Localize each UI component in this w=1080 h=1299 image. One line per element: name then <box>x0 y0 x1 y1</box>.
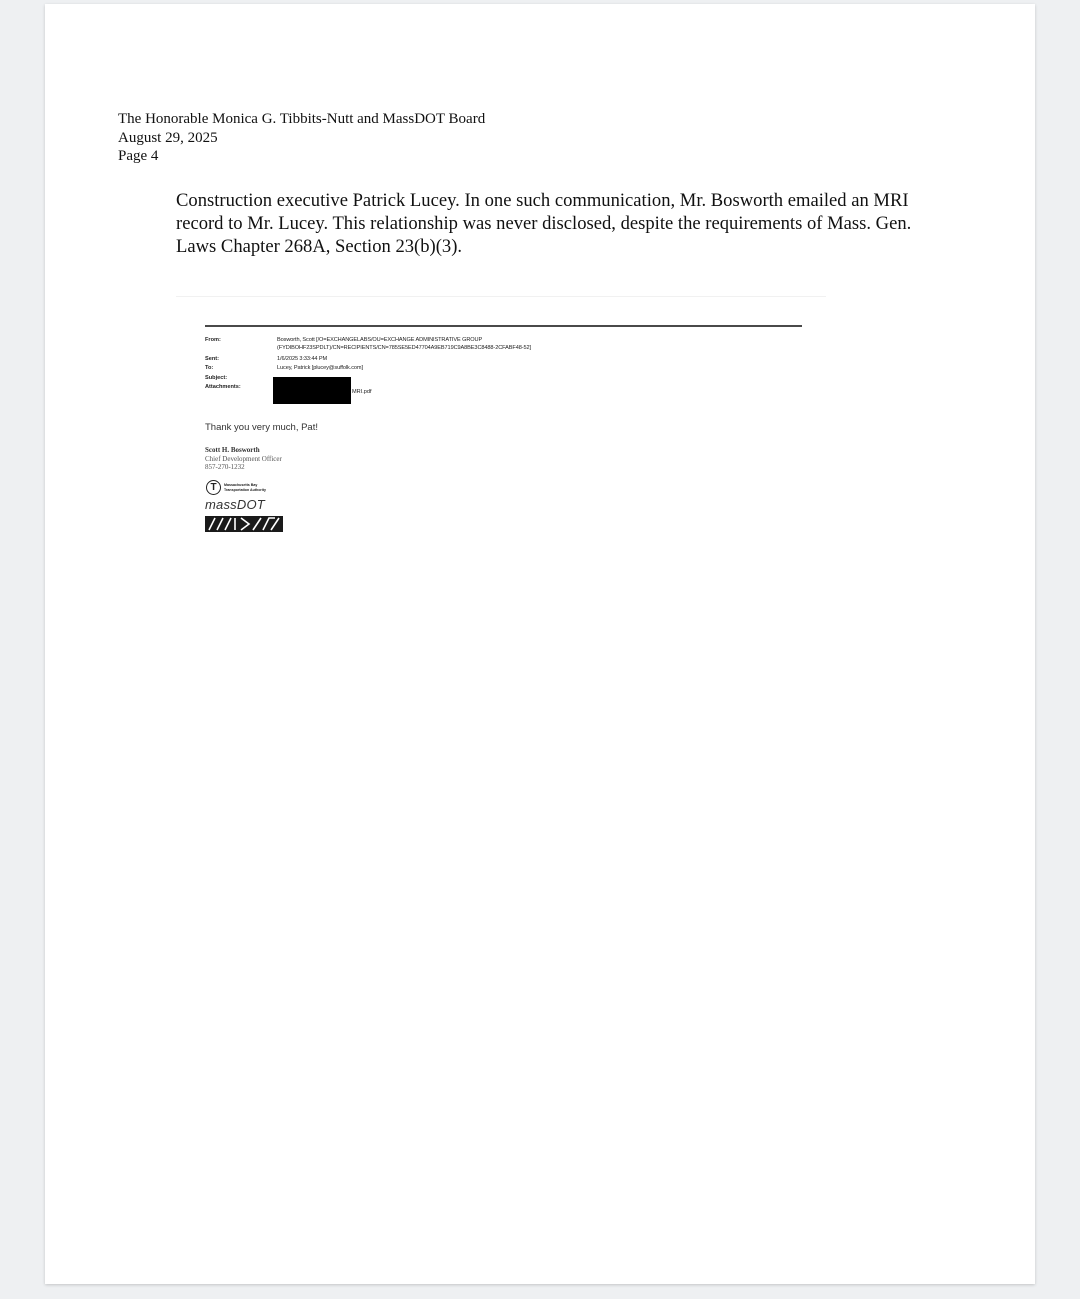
from-label: From: <box>205 337 221 343</box>
from-value-cont: (FYDIBOHF23SPDLT)/CN=RECIPIENTS/CN=785SE5ED47704A9EB719C9A8BE3C8488-2CFABF48-52] <box>277 345 531 351</box>
attachments-label: Attachments: <box>205 384 241 390</box>
signature-phone: 857-270-1232 <box>205 463 245 471</box>
email-header-rule <box>205 325 802 327</box>
mbta-line1: Massachusetts Bay <box>224 483 258 488</box>
body-line: record to Mr. Lucey. This relationship was never disclosed, despite the requirements of Mass. Gen. <box>176 213 912 234</box>
sent-value: 1/6/2025 3:33:44 PM <box>277 356 328 362</box>
redaction-box <box>273 377 351 404</box>
mbta-line2: Transportation Authority <box>224 487 266 492</box>
massdot-logo-text: massDOT <box>205 497 265 512</box>
letter-date: August 29, 2025 <box>118 129 218 146</box>
divider <box>176 296 826 297</box>
from-value: Bosworth, Scott [/O=EXCHANGELABS/OU=EXCHANGE ADMINISTRATIVE GROUP <box>277 337 483 343</box>
mbta-t-icon: T <box>206 480 221 495</box>
body-line: Laws Chapter 268A, Section 23(b)(3). <box>176 236 463 257</box>
mbta-logo-text <box>224 483 266 491</box>
body-paragraph <box>176 189 966 258</box>
sent-label: Sent: <box>205 356 219 362</box>
to-label: To: <box>205 365 214 371</box>
body-line: Construction executive Patrick Lucey. In one such communication, Mr. Bosworth emailed an MRI <box>176 190 909 211</box>
signature-title: Chief Development Officer <box>205 454 282 463</box>
letterhead <box>118 110 485 166</box>
email-message: Thank you very much, Pat! <box>205 422 318 433</box>
mbta-logo <box>206 480 266 495</box>
signature-name: Scott H. Bosworth <box>205 446 260 454</box>
recipient-line: The Honorable Monica G. Tibbits-Nutt and MassDOT Board <box>118 111 486 127</box>
massdot-logo-graphic <box>205 514 285 534</box>
email-signature <box>205 446 282 472</box>
subject-label: Subject: <box>205 375 228 381</box>
document-page <box>45 4 1035 1284</box>
attachment-value: MRI.pdf <box>352 389 372 395</box>
page-number: Page 4 <box>118 148 159 164</box>
to-value: Lucey, Patrick [plucey@suffolk.com] <box>277 365 363 371</box>
